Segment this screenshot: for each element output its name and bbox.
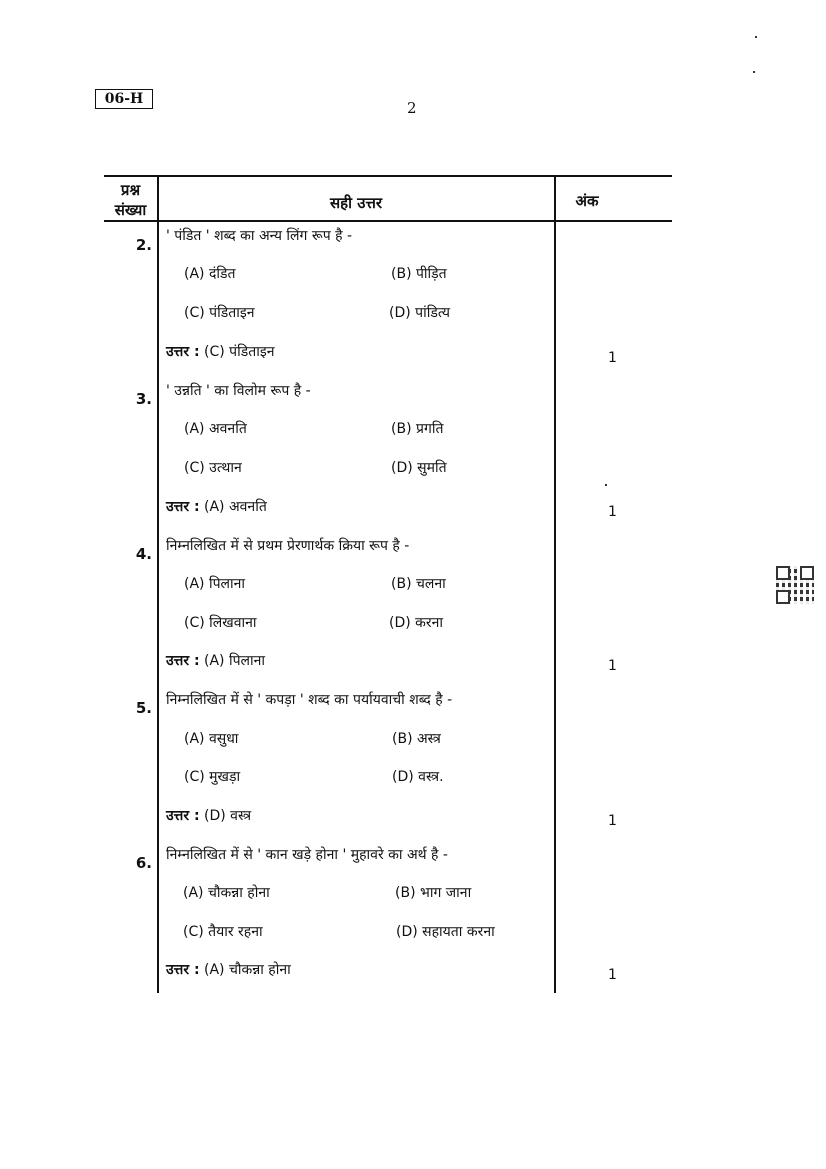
question-text: ' पंडित ' शब्द का अन्य लिंग रूप है - <box>166 228 353 244</box>
marks-value: 1 <box>608 658 617 674</box>
option-c: (C) लिखवाना <box>184 615 257 631</box>
option-d: (D) सुमति <box>391 460 447 476</box>
qr-finder-top-left <box>776 566 790 580</box>
header-col1-line1: प्रश्न <box>120 181 141 199</box>
answer-line <box>166 806 251 825</box>
header-question-number <box>104 180 157 220</box>
option-a: (A) अवनति <box>184 421 247 437</box>
question-number: 5. <box>135 699 152 717</box>
answer-value: (D) वस्त्र <box>204 808 252 824</box>
qr-code-image <box>776 566 814 604</box>
marks-value: 1 <box>608 813 617 829</box>
table-top-border <box>104 175 672 177</box>
option-d: (D) वस्त्र. <box>392 769 444 785</box>
answer-line <box>166 342 274 361</box>
answer-value: (C) पंडिताइन <box>204 344 275 360</box>
question-text: निम्नलिखित में से प्रथम प्रेरणार्थक क्रिया रूप है - <box>166 538 410 554</box>
scan-speck <box>753 71 755 73</box>
column-divider-left <box>157 175 159 993</box>
question-number: 4. <box>135 545 152 563</box>
option-a: (A) पिलाना <box>184 576 246 592</box>
header-correct-answer: सही उत्तर <box>330 194 382 212</box>
option-c: (C) पंडिताइन <box>184 305 255 321</box>
column-divider-right <box>554 175 556 993</box>
question-number: 6. <box>135 854 152 872</box>
option-b: (B) चलना <box>391 576 446 592</box>
question-text: निम्नलिखित में से ' कान खड़े होना ' मुहावरे का अर्थ है - <box>166 847 448 863</box>
table-header-divider <box>104 220 672 222</box>
question-text: निम्नलिखित में से ' कपड़ा ' शब्द का पर्यायवाची शब्द है - <box>166 692 453 708</box>
option-d: (D) पांडित्य <box>389 305 451 321</box>
option-c: (C) उत्थान <box>184 460 242 476</box>
page-number: 2 <box>407 99 417 117</box>
answer-line <box>166 497 267 516</box>
marks-value: 1 <box>608 350 617 366</box>
answer-label: उत्तर : <box>166 962 200 978</box>
option-c: (C) मुखड़ा <box>184 769 241 785</box>
marks-value: 1 <box>608 967 617 983</box>
option-c: (C) तैयार रहना <box>183 924 263 940</box>
answer-label: उत्तर : <box>166 808 200 824</box>
qr-finder-bottom-left <box>776 590 790 604</box>
header-col1-line2: संख्या <box>114 201 147 219</box>
answer-value: (A) चौकन्ना होना <box>204 962 291 978</box>
scan-speck <box>605 484 607 486</box>
header-marks: अंक <box>575 192 599 210</box>
answer-label: उत्तर : <box>166 499 200 515</box>
option-a: (A) चौकन्ना होना <box>183 885 270 901</box>
option-d: (D) सहायता करना <box>396 924 495 940</box>
option-b: (B) भाग जाना <box>395 885 472 901</box>
answer-line <box>166 651 265 670</box>
scan-speck <box>755 36 757 38</box>
answer-line <box>166 960 291 979</box>
question-text: ' उन्नति ' का विलोम रूप है - <box>166 383 311 399</box>
question-number: 3. <box>135 390 152 408</box>
option-b: (B) प्रगति <box>391 421 444 437</box>
qr-finder-top-right <box>800 566 814 580</box>
answer-value: (A) पिलाना <box>204 653 266 669</box>
option-b: (B) अस्त्र <box>392 731 441 747</box>
paper-code: 06-H <box>95 89 153 109</box>
question-number: 2. <box>135 236 152 254</box>
option-a: (A) दंडित <box>184 266 236 282</box>
option-a: (A) वसुधा <box>184 731 239 747</box>
answer-label: उत्तर : <box>166 344 200 360</box>
option-b: (B) पीड़ित <box>391 266 447 282</box>
answer-label: उत्तर : <box>166 653 200 669</box>
marks-value: 1 <box>608 504 617 520</box>
option-d: (D) करना <box>389 615 444 631</box>
answer-value: (A) अवनति <box>204 499 267 515</box>
